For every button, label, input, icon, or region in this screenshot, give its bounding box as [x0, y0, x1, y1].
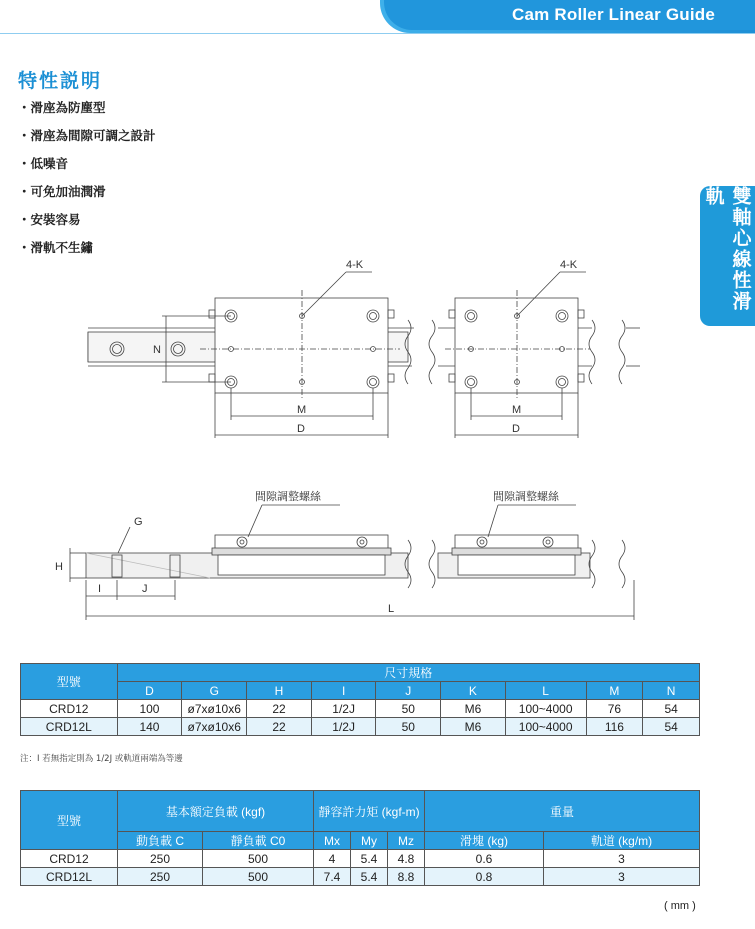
dim-d-label: D — [297, 423, 305, 435]
table-row — [21, 718, 700, 736]
table-cell: 50 — [376, 718, 441, 736]
table-cell: 3 — [544, 868, 700, 886]
table-cell: 100~4000 — [505, 718, 586, 736]
column-header: L — [505, 682, 586, 700]
table-cell: 4.8 — [388, 850, 425, 868]
column-header: Mz — [388, 832, 425, 850]
feature-item: ・ 安裝容易 — [18, 210, 156, 238]
table-cell: 500 — [203, 850, 314, 868]
side-category-tab: 雙軸心線性滑軌 — [700, 186, 755, 326]
load-rating-table — [20, 790, 700, 886]
table-cell: 250 — [118, 868, 203, 886]
column-header: J — [376, 682, 441, 700]
table-cell: 76 — [586, 700, 643, 718]
feature-item: ・ 滑座為防塵型 — [18, 98, 156, 126]
table-cell: 5.4 — [351, 850, 388, 868]
table-cell: 1/2J — [311, 700, 376, 718]
dim-j-label: J — [142, 583, 148, 595]
table-cell: CRD12L — [21, 718, 118, 736]
column-header: G — [182, 682, 247, 700]
table-cell: 140 — [117, 718, 182, 736]
hole-label: 4-K — [560, 259, 578, 271]
adjust-screw-label: 間隙調整螺絲 — [255, 491, 321, 503]
dim-d-label: D — [512, 423, 520, 435]
model-header: 型號 — [21, 791, 118, 850]
footnote: 注：I 若無指定則為 1/2J 或軌道兩端為等邊 — [20, 754, 183, 764]
dim-n-label: N — [153, 344, 161, 356]
table-cell: 0.6 — [425, 850, 544, 868]
column-header: H — [247, 682, 312, 700]
dim-g-label: G — [134, 516, 143, 528]
table-cell: 100~4000 — [505, 700, 586, 718]
column-header: N — [643, 682, 700, 700]
table-cell: 1/2J — [311, 718, 376, 736]
column-header: 靜負載 C0 — [203, 832, 314, 850]
feature-item: ・ 可免加油潤滑 — [18, 182, 156, 210]
table-cell: CRD12 — [21, 700, 118, 718]
table-row — [21, 868, 700, 886]
table-cell: CRD12L — [21, 868, 118, 886]
model-header: 型號 — [21, 664, 118, 700]
table-row — [21, 850, 700, 868]
column-header: I — [311, 682, 376, 700]
column-header: 軌道 (kg/m) — [544, 832, 700, 850]
moment-group-header: 靜容許力矩 (kgf-m) — [314, 791, 425, 832]
table-cell: 0.8 — [425, 868, 544, 886]
table-cell: 54 — [643, 718, 700, 736]
table-cell: 8.8 — [388, 868, 425, 886]
load-group-header: 基本額定負載 (kgf) — [118, 791, 314, 832]
dim-m-label: M — [297, 404, 307, 416]
table-cell: 4 — [314, 850, 351, 868]
weight-group-header: 重量 — [425, 791, 700, 832]
table-cell: 22 — [247, 718, 312, 736]
column-header: M — [586, 682, 643, 700]
features-title: 特性説明 — [18, 70, 103, 92]
table-cell: 3 — [544, 850, 700, 868]
column-header: 滑塊 (kg) — [425, 832, 544, 850]
dim-m-label: M — [512, 404, 522, 416]
feature-item: ・ 低噪音 — [18, 154, 156, 182]
header-title: Cam Roller Linear Guide — [512, 5, 715, 24]
table-cell: 50 — [376, 700, 441, 718]
table-cell: 500 — [203, 868, 314, 886]
table-cell: 250 — [118, 850, 203, 868]
dim-h-label: H — [55, 561, 63, 573]
column-header: My — [351, 832, 388, 850]
table-cell: 54 — [643, 700, 700, 718]
adjust-screw-label: 間隙調整螺絲 — [493, 491, 559, 503]
table-cell: ø7xø10x6 — [182, 718, 247, 736]
dim-i-label: I — [98, 583, 102, 595]
table-cell: M6 — [441, 718, 506, 736]
table-cell: M6 — [441, 700, 506, 718]
feature-item: ・ 滑軌不生鏽 — [18, 238, 156, 266]
table-cell: ø7xø10x6 — [182, 700, 247, 718]
table-cell: CRD12 — [21, 850, 118, 868]
hole-label: 4-K — [346, 259, 364, 271]
table-cell: 100 — [117, 700, 182, 718]
column-header: D — [117, 682, 182, 700]
table-cell: 22 — [247, 700, 312, 718]
column-header: Mx — [314, 832, 351, 850]
feature-item: ・ 滑座為間隙可調之設計 — [18, 126, 156, 154]
dimension-group-header: 尺寸規格 — [117, 664, 699, 682]
table-cell: 7.4 — [314, 868, 351, 886]
column-header: K — [441, 682, 506, 700]
dimension-table — [20, 663, 700, 736]
column-header: 動負載 C — [118, 832, 203, 850]
unit-label: ( mm ) — [664, 900, 696, 912]
table-row — [21, 700, 700, 718]
table-cell: 5.4 — [351, 868, 388, 886]
table-cell: 116 — [586, 718, 643, 736]
dim-l-label: L — [388, 603, 395, 615]
